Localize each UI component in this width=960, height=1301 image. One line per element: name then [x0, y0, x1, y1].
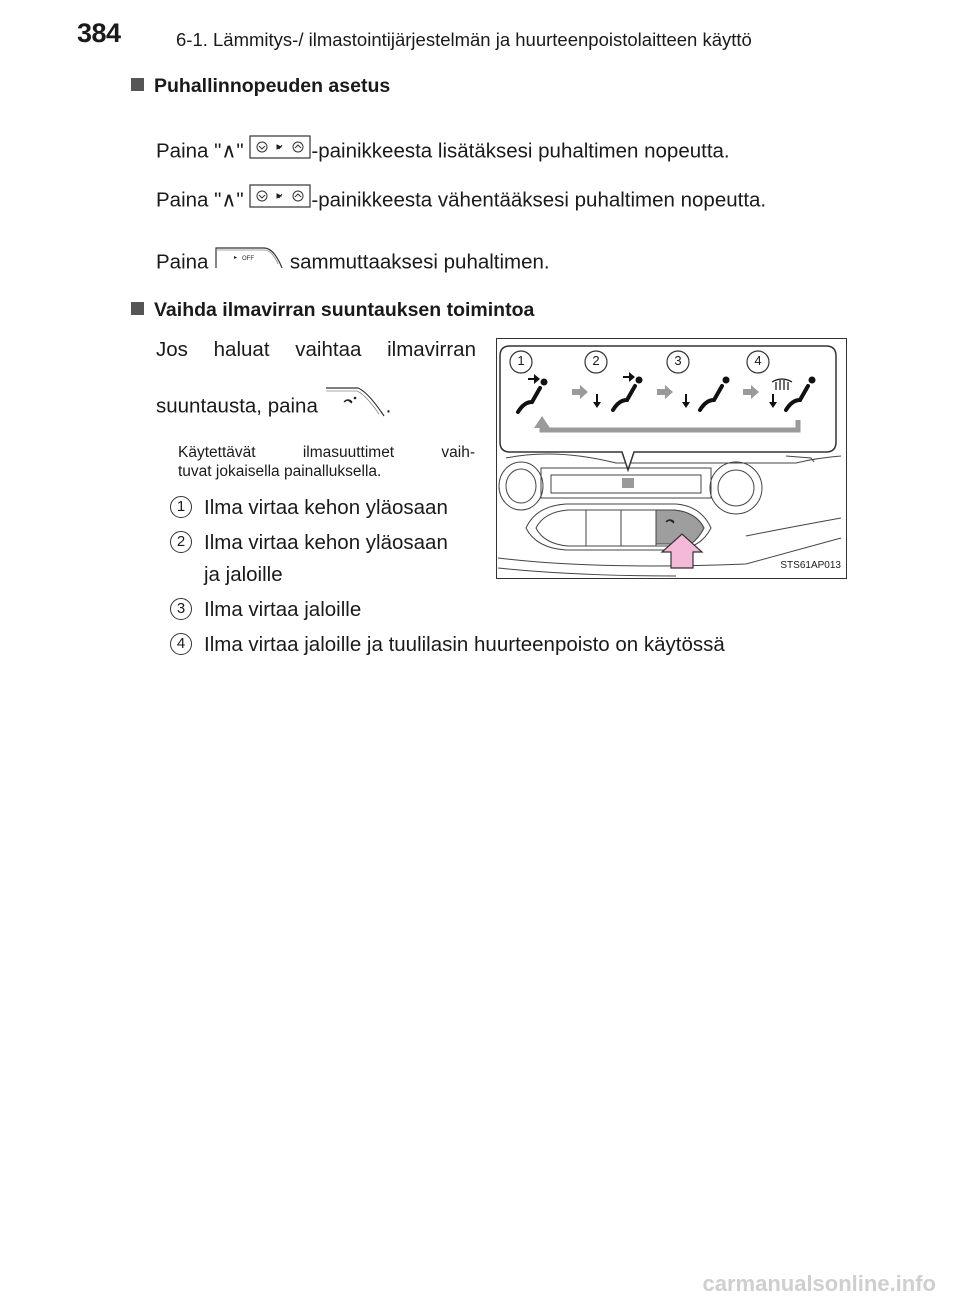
fan-off-line: [156, 246, 550, 280]
line-text: ": [236, 139, 244, 163]
mode-number-4: 4: [170, 633, 192, 655]
note-line2: tuvat jokaisella painalluksella.: [178, 463, 382, 480]
square-bullet-icon: [131, 302, 144, 315]
line-text: -painikkeesta vähentääksesi puhaltimen nopeutta.: [311, 188, 767, 212]
note-line1: [178, 443, 475, 462]
airflow-mode-button-icon: [324, 386, 386, 424]
word: haluat: [213, 338, 270, 361]
section-heading-airflow: [131, 299, 534, 322]
section-heading-fan-speed: [131, 75, 390, 98]
callout-4: 4: [754, 353, 762, 368]
callout-2: 2: [592, 353, 600, 368]
line-text: Paina: [156, 250, 209, 274]
square-bullet-icon: [131, 78, 144, 91]
off-label: OFF: [242, 256, 255, 262]
page-number: 384: [77, 18, 121, 48]
airflow-mode-illustration: [496, 338, 847, 579]
word: vaih-: [441, 444, 475, 461]
line-text: .: [385, 394, 392, 418]
mode-text-2: Ilma virtaa kehon yläosaan: [204, 531, 448, 554]
fan-increase-line: [156, 137, 730, 167]
line-text: suuntausta, paina: [156, 394, 318, 418]
airflow-note: [178, 443, 475, 481]
fan-off-button-icon: [214, 244, 284, 278]
heading-text: Puhallinnopeuden asetus: [154, 75, 391, 97]
up-chevron-symbol: ∧: [221, 139, 237, 163]
line-text: ": [236, 188, 244, 212]
word: ilmavirran: [387, 338, 476, 361]
fan-speed-button-icon: [249, 135, 311, 165]
word: Jos: [156, 338, 188, 361]
word: Käytettävät: [178, 444, 256, 461]
line-text: sammuttaaksesi puhaltimen.: [289, 250, 550, 274]
fan-decrease-line: [156, 186, 766, 216]
airflow-intro-line2: [156, 388, 391, 426]
callout-3: 3: [674, 353, 682, 368]
airflow-intro-line1: [156, 338, 476, 362]
mode-number-2: 2: [170, 531, 192, 553]
line-text: Paina ": [156, 188, 222, 212]
mode-text-4: Ilma virtaa jaloille ja tuulilasin huurteenpoisto on käytössä: [204, 633, 725, 656]
line-text: -painikkeesta lisätäksesi puhaltimen nopeutta.: [311, 139, 730, 163]
mode-number-1: 1: [170, 496, 192, 518]
watermark: carmanualsonline.info: [702, 1271, 936, 1296]
word: vaihtaa: [295, 338, 362, 361]
chapter-title: 6-1. Lämmitys-/ ilmastointijärjestelmän ja huurteenpoistolaitteen käyttö: [176, 29, 752, 50]
up-chevron-symbol: ∧: [221, 188, 237, 212]
fan-speed-button-icon: [249, 184, 311, 214]
mode-text-1: Ilma virtaa kehon yläosaan: [204, 496, 448, 519]
mode-text-2-cont: ja jaloille: [204, 563, 283, 586]
line-text: Paina ": [156, 139, 222, 163]
word: ilmasuuttimet: [302, 444, 395, 461]
mode-text-3: Ilma virtaa jaloille: [204, 598, 362, 621]
figure-code: STS61AP013: [780, 560, 841, 571]
callout-1: 1: [517, 353, 525, 368]
heading-text: Vaihda ilmavirran suuntauksen toimintoa: [154, 299, 535, 321]
mode-number-3: 3: [170, 598, 192, 620]
